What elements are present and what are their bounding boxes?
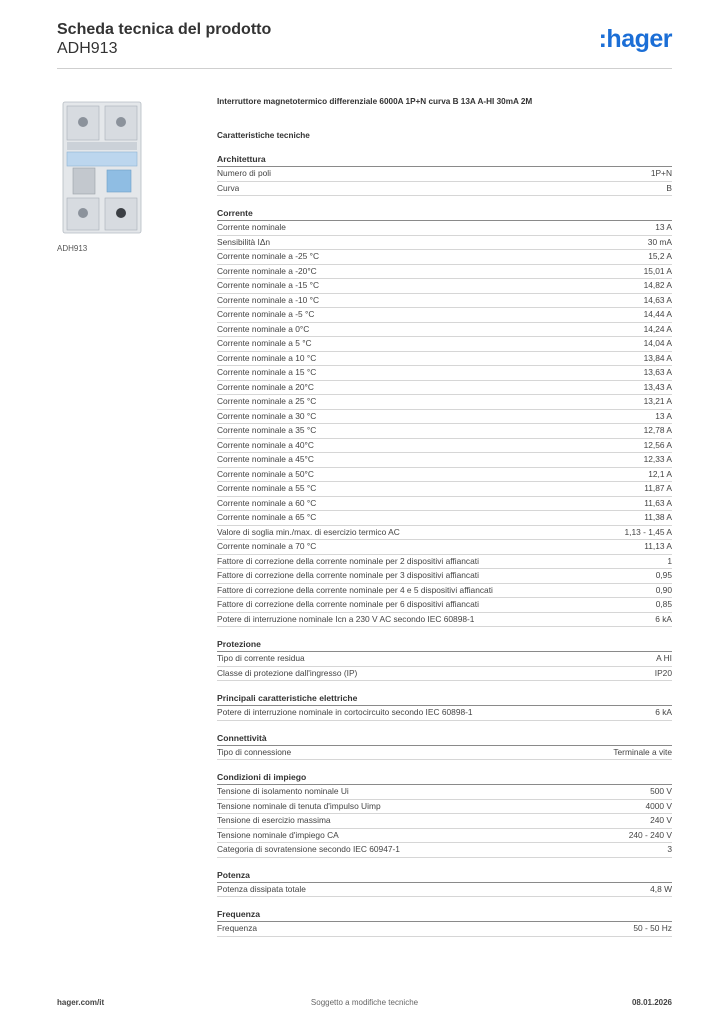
spec-label: Tensione di esercizio massima xyxy=(217,815,331,825)
spec-label: Frequenza xyxy=(217,923,258,933)
spec-row xyxy=(217,584,672,599)
spec-value: 1,13 - 1,45 A xyxy=(624,526,672,537)
spec-label: Corrente nominale a 50°C xyxy=(217,468,314,479)
spec-label: Corrente nominale a 20°C xyxy=(217,381,314,392)
spec-label: Corrente nominale xyxy=(217,222,286,232)
section-title: Protezione xyxy=(217,639,672,652)
spec-row xyxy=(217,410,672,425)
spec-label: Tensione nominale d'impiego CA xyxy=(217,829,339,840)
spec-value: 12,56 A xyxy=(643,439,672,450)
specs-heading: Caratteristiche tecniche xyxy=(217,131,310,140)
spec-section xyxy=(217,154,672,196)
spec-value: 11,87 A xyxy=(644,483,672,493)
spec-label: Corrente nominale a 30 °C xyxy=(217,410,317,421)
spec-section xyxy=(217,909,672,937)
spec-value: 15,2 A xyxy=(648,251,672,261)
spec-row xyxy=(217,439,672,454)
spec-value: 13 A xyxy=(655,410,672,421)
spec-value: 30 mA xyxy=(647,236,672,247)
spec-row xyxy=(217,453,672,468)
spec-label: Fattore di correzione della corrente nominale per 3 dispositivi affiancati xyxy=(217,570,479,580)
spec-value: 11,38 A xyxy=(644,512,672,522)
spec-value: 13,84 A xyxy=(643,352,672,363)
footer-disclaimer: Soggetto a modifiche tecniche xyxy=(310,998,419,1007)
spec-label: Numero di poli xyxy=(217,168,271,178)
product-code: ADH913 xyxy=(57,40,118,57)
product-image xyxy=(57,100,147,235)
spec-label: Tipo di corrente residua xyxy=(217,653,305,663)
spec-value: 14,24 A xyxy=(643,323,672,334)
section-title: Frequenza xyxy=(217,909,672,922)
spec-label: Corrente nominale a 45°C xyxy=(217,454,314,464)
spec-value: 50 - 50 Hz xyxy=(633,923,672,933)
spec-row xyxy=(217,746,672,761)
spec-label: Categoria di sovratensione secondo IEC 60947-1 xyxy=(217,844,400,854)
spec-label: Tensione nominale di tenuta d'impulso Uimp xyxy=(217,800,381,811)
spec-value: 11,13 A xyxy=(644,541,672,551)
spec-row xyxy=(217,652,672,667)
spec-label: Fattore di correzione della corrente nominale per 2 dispositivi affiancati xyxy=(217,555,479,566)
spec-value: 14,04 A xyxy=(643,338,672,348)
spec-label: Corrente nominale a -10 °C xyxy=(217,294,320,305)
spec-row xyxy=(217,468,672,483)
spec-value: Terminale a vite xyxy=(613,746,672,757)
spec-row xyxy=(217,511,672,526)
spec-label: Corrente nominale a -20°C xyxy=(217,265,317,276)
spec-value: 500 V xyxy=(650,786,672,796)
spec-section xyxy=(217,733,672,761)
section-title: Corrente xyxy=(217,208,672,221)
spec-label: Potere di interruzione nominale in cortocircuito secondo IEC 60898-1 xyxy=(217,707,473,717)
spec-value: 3 xyxy=(667,844,672,854)
spec-label: Corrente nominale a -5 °C xyxy=(217,309,315,319)
spec-label: Corrente nominale a 0°C xyxy=(217,323,310,334)
spec-label: Corrente nominale a 65 °C xyxy=(217,512,317,522)
spec-value: 12,33 A xyxy=(643,454,672,464)
product-description: Interruttore magnetotermico differenziale 6000A 1P+N curva B 13A A-HI 30mA 2M xyxy=(217,97,533,106)
spec-value: 15,01 A xyxy=(643,265,672,276)
spec-row xyxy=(217,922,672,937)
spec-label: Curva xyxy=(217,182,240,193)
spec-value: 0,95 xyxy=(655,570,672,580)
spec-label: Tipo di connessione xyxy=(217,746,292,757)
spec-row xyxy=(217,883,672,898)
spec-content xyxy=(217,96,672,937)
section-title: Condizioni di impiego xyxy=(217,772,672,785)
spec-value: 4,8 W xyxy=(650,883,672,894)
page-header xyxy=(57,20,672,68)
section-title: Principali caratteristiche elettriche xyxy=(217,693,672,706)
spec-label: Corrente nominale a 60 °C xyxy=(217,497,317,508)
spec-label: Corrente nominale a 35 °C xyxy=(217,425,317,435)
spec-row xyxy=(217,785,672,800)
spec-row xyxy=(217,843,672,858)
spec-label: Corrente nominale a 10 °C xyxy=(217,352,317,363)
spec-value: 4000 V xyxy=(645,800,672,811)
spec-label: Corrente nominale a 40°C xyxy=(217,439,314,450)
spec-row xyxy=(217,236,672,251)
spec-row xyxy=(217,800,672,815)
spec-row xyxy=(217,337,672,352)
spec-value: 14,44 A xyxy=(643,309,672,319)
spec-label: Tensione di isolamento nominale Ui xyxy=(217,786,349,796)
spec-value: 14,82 A xyxy=(643,280,672,290)
spec-section xyxy=(217,693,672,721)
spec-label: Corrente nominale a 70 °C xyxy=(217,541,317,551)
spec-value: 6 kA xyxy=(655,613,672,624)
spec-value: 13,43 A xyxy=(643,381,672,392)
footer-website: hager.com/it xyxy=(57,998,105,1007)
spec-value: 11,63 A xyxy=(644,497,672,508)
spec-row xyxy=(217,598,672,613)
spec-label: Potenza dissipata totale xyxy=(217,883,306,894)
spec-label: Corrente nominale a -25 °C xyxy=(217,251,320,261)
spec-row xyxy=(217,366,672,381)
spec-value: 13,21 A xyxy=(643,396,672,406)
spec-row xyxy=(217,250,672,265)
spec-label: Corrente nominale a -15 °C xyxy=(217,280,320,290)
spec-value: 1 xyxy=(667,555,672,566)
spec-row xyxy=(217,814,672,829)
spec-value: 240 V xyxy=(650,815,672,825)
spec-row xyxy=(217,540,672,555)
spec-label: Fattore di correzione della corrente nominale per 6 dispositivi affiancati xyxy=(217,599,479,609)
spec-row xyxy=(217,482,672,497)
spec-label: Corrente nominale a 55 °C xyxy=(217,483,317,493)
spec-value: B xyxy=(666,182,672,193)
spec-section xyxy=(217,870,672,898)
header-divider xyxy=(57,68,672,69)
spec-row xyxy=(217,526,672,541)
spec-section xyxy=(217,639,672,681)
spec-value: 0,85 xyxy=(655,599,672,609)
spec-section xyxy=(217,208,672,627)
spec-row xyxy=(217,221,672,236)
spec-label: Corrente nominale a 15 °C xyxy=(217,367,317,377)
spec-row xyxy=(217,395,672,410)
spec-value: 0,90 xyxy=(655,584,672,595)
spec-row xyxy=(217,352,672,367)
spec-row xyxy=(217,294,672,309)
spec-row xyxy=(217,829,672,844)
spec-row xyxy=(217,279,672,294)
spec-row xyxy=(217,265,672,280)
spec-row xyxy=(217,182,672,197)
spec-label: Potere di interruzione nominale Icn a 230 V AC secondo IEC 60898-1 xyxy=(217,613,475,624)
spec-row xyxy=(217,613,672,628)
spec-row xyxy=(217,497,672,512)
spec-label: Sensibilità IΔn xyxy=(217,236,271,247)
spec-label: Corrente nominale a 25 °C xyxy=(217,396,317,406)
spec-value: A HI xyxy=(656,653,672,663)
spec-row xyxy=(217,706,672,721)
section-title: Connettività xyxy=(217,733,672,746)
spec-label: Fattore di correzione della corrente nominale per 4 e 5 dispositivi affiancati xyxy=(217,584,493,595)
spec-value: 13,63 A xyxy=(643,367,672,377)
spec-value: 13 A xyxy=(655,222,672,232)
spec-value: 12,1 A xyxy=(648,468,672,479)
footer-date: 08.01.2026 xyxy=(631,998,672,1007)
spec-row xyxy=(217,167,672,182)
hager-logo: :hager xyxy=(598,25,672,53)
spec-value: 1P+N xyxy=(650,168,672,178)
section-title: Architettura xyxy=(217,154,672,167)
spec-value: 6 kA xyxy=(655,707,672,717)
spec-section xyxy=(217,772,672,858)
product-image-caption: ADH913 xyxy=(57,244,88,253)
spec-value: IP20 xyxy=(654,667,672,678)
spec-label: Valore di soglia min./max. di esercizio termico AC xyxy=(217,526,400,537)
spec-row xyxy=(217,424,672,439)
spec-sections xyxy=(217,154,672,937)
spec-row xyxy=(217,667,672,682)
page-title: Scheda tecnica del prodotto xyxy=(57,21,272,38)
spec-row xyxy=(217,569,672,584)
spec-row xyxy=(217,555,672,570)
spec-row xyxy=(217,381,672,396)
spec-value: 240 - 240 V xyxy=(628,829,672,840)
spec-value: 14,63 A xyxy=(643,294,672,305)
section-title: Potenza xyxy=(217,870,672,883)
spec-label: Classe di protezione dall'ingresso (IP) xyxy=(217,667,358,678)
spec-value: 12,78 A xyxy=(643,425,672,435)
spec-label: Corrente nominale a 5 °C xyxy=(217,338,312,348)
spec-row xyxy=(217,308,672,323)
spec-row xyxy=(217,323,672,338)
